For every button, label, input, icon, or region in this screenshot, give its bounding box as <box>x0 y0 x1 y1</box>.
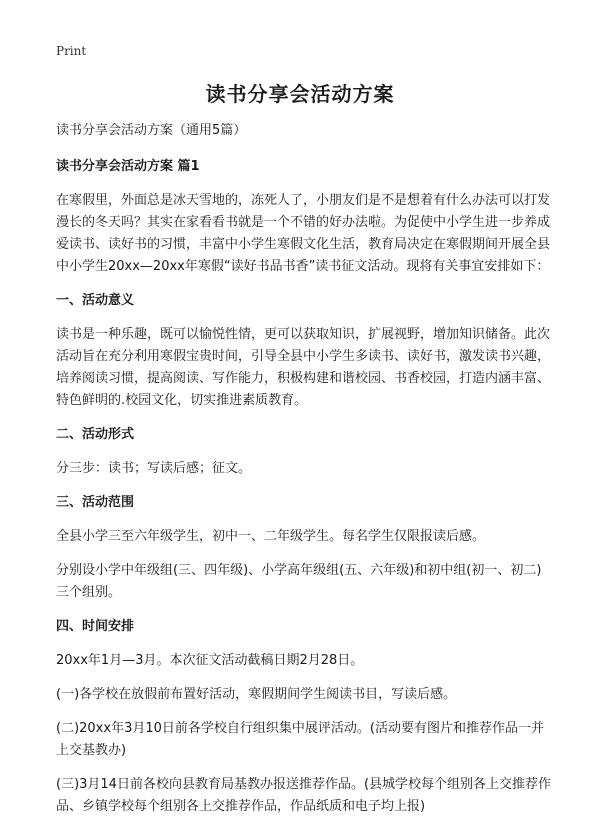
section-paragraph: (二)20xx年3月10日前各学校自行组织集中展评活动。(活动要有图片和推荐作品一并上交基教办) <box>56 721 544 758</box>
section-heading-format: 二、活动形式 <box>56 427 135 442</box>
section-paragraph: 分别设小学中年级组(三、四年级)、小学高年级组(五、六年级)和初中组(初一、初二)三个组别。 <box>56 563 542 600</box>
section-paragraph: 分三步：读书；写读后感；征文。 <box>56 461 252 476</box>
section-heading-schedule: 四、时间安排 <box>56 619 135 634</box>
section-paragraph: 20xx年1月—3月。本次征文活动截稿日期2月28日。 <box>56 653 364 668</box>
section-heading-significance: 一、活动意义 <box>56 293 135 308</box>
page-title: 读书分享会活动方案 <box>205 82 395 106</box>
document-subtitle: 读书分享会活动方案（通用5篇） <box>56 123 247 138</box>
section-paragraph: (一)各学校在放假前布置好活动，寒假期间学生阅读书目，写读后感。 <box>56 687 457 702</box>
intro-paragraph: 在寒假里，外面总是冰天雪地的，冻死人了，小朋友们是不是想着有什么办法可以打发漫长的冬天吗？其实在家看看书就是一个不错的好办法啦。为促使中小学生进一步养成爱读书、读好书的习惯，丰富中小学生寒假文化生活，教育局决定在寒假期间开展全县中小学生20xx—20xx年寒假“读好书品书香”读书征文活动。现将有关事宜安排如下： <box>56 193 551 274</box>
section-paragraph: 读书是一种乐趣，既可以愉悦性情，更可以获取知识，扩展视野，增加知识储备。此次活动旨在充分利用寒假宝贵时间，引导全县中小学生多读书、读好书，激发读书兴趣，培养阅读习惯，提高阅读、写作能力，积极构建和谐校园、书香校园，打造内涵丰富、特色鲜明的.校园文化，切实推进素质教育。 <box>56 327 551 408</box>
section-heading-scope: 三、活动范围 <box>56 495 135 510</box>
article-heading: 读书分享会活动方案 篇1 <box>56 159 200 174</box>
document-body <box>56 120 554 830</box>
section-paragraph: (三)3月14日前各校向县教育局基教办报送推荐作品。(县城学校每个组别各上交推荐作品、乡镇学校每个组别各上交推荐作品，作品纸质和电子均上报) <box>56 777 552 814</box>
print-link[interactable]: Print <box>56 44 87 58</box>
section-paragraph: 全县小学三至六年级学生，初中一、二年级学生。每名学生仅限报读后感。 <box>56 529 486 544</box>
